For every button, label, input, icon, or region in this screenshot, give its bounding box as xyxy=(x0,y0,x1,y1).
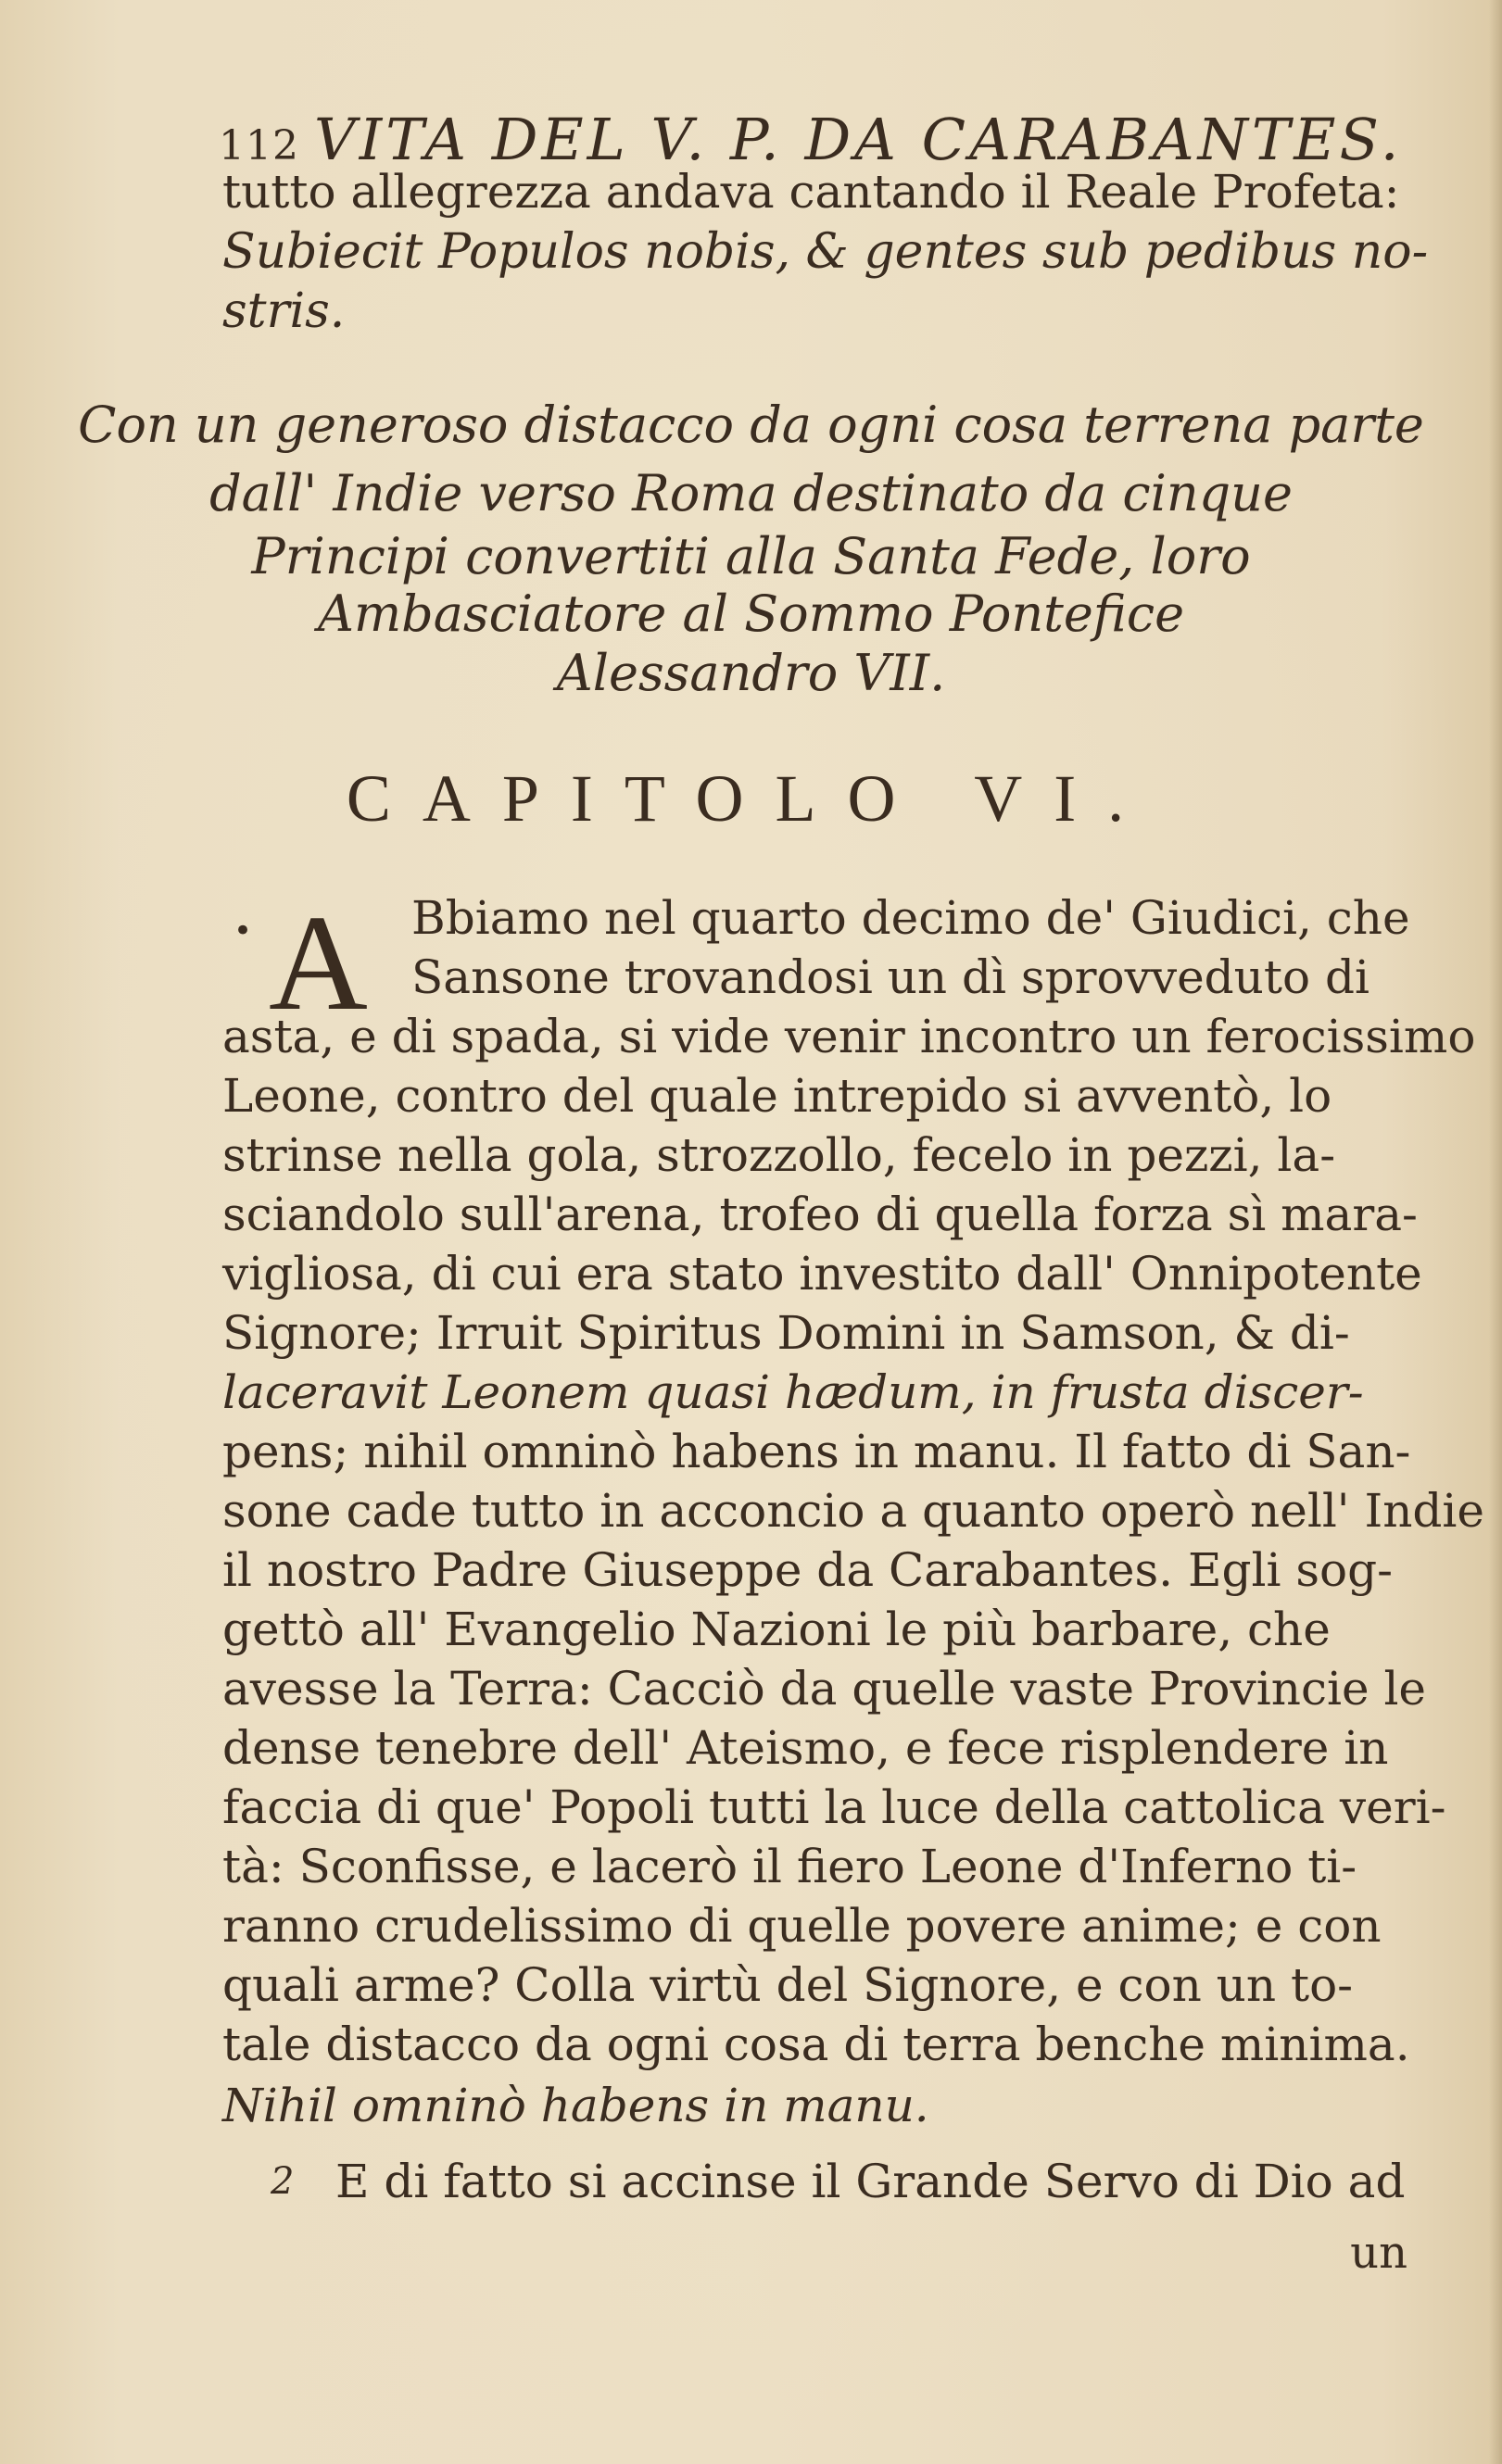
paragraph-line: sciandolo sull'arena, trofeo di quella forza sì mara- xyxy=(222,1188,1418,1241)
paragraph-line: ranno crudelissimo di quelle povere anime; e con xyxy=(222,1899,1382,1953)
paragraph-line: asta, e di spada, si vide venir incontro un ferocissimo xyxy=(222,1010,1476,1063)
paragraph-line: dense tenebre dell' Ateismo, e fece risplendere in xyxy=(222,1721,1389,1775)
drop-cap: A xyxy=(269,887,368,1039)
paragraph-number: 2 xyxy=(271,2160,295,2203)
chapter-title: CAPITOLO VI. xyxy=(346,761,1156,836)
paragraph-line: Leone, contro del quale intrepido si avventò, lo xyxy=(222,1069,1332,1123)
paragraph-line: faccia di que' Popoli tutti la luce della cattolica veri- xyxy=(222,1780,1446,1834)
chapter-summary-line: Con un generoso distacco da ogni cosa terrena parte xyxy=(78,396,1424,454)
intro-line-latin: Subiecit Populos nobis, & gentes sub pedibus no- xyxy=(222,224,1429,280)
paragraph-line: strinse nella gola, strozzollo, fecelo in pezzi, la- xyxy=(222,1128,1336,1182)
paragraph-line: vigliosa, di cui era stato investito dall' Onnipotente xyxy=(222,1247,1422,1301)
paragraph-line: Sansone trovandosi un dì sprovveduto di xyxy=(411,950,1369,1004)
paragraph-ornament: • xyxy=(234,912,253,949)
paragraph-line: E di fatto si accinse il Grande Servo di Dio ad xyxy=(335,2155,1406,2208)
paragraph-line: tà: Sconfisse, e lacerò il fiero Leone d'Inferno ti- xyxy=(222,1840,1357,1893)
running-header xyxy=(219,106,1403,173)
paragraph-line: tale distacco da ogni cosa di terra benche minima. xyxy=(222,2018,1410,2071)
chapter-summary-line: Alessandro VII. xyxy=(556,644,946,702)
running-title: VITA DEL V. P. DA CARABANTES. xyxy=(313,106,1403,173)
chapter-summary-line: Ambasciatore al Sommo Pontefice xyxy=(317,585,1185,643)
paragraph-line: Signore; Irruit Spiritus Domini in Samson, & di- xyxy=(222,1306,1350,1360)
page-edge-shadow xyxy=(1489,0,1502,2464)
paragraph-line: Bbiamo nel quarto decimo de' Giudici, che xyxy=(411,891,1410,945)
chapter-summary-line: dall' Indie verso Roma destinato da cinque xyxy=(209,464,1293,522)
paragraph-line: sone cade tutto in acconcio a quanto operò nell' Indie xyxy=(222,1484,1484,1538)
paragraph-line: pens; nihil omninò habens in manu. Il fatto di San- xyxy=(222,1425,1411,1478)
catchword: un xyxy=(1350,2227,1407,2279)
chapter-summary-line: Principi convertiti alla Santa Fede, loro xyxy=(251,527,1251,585)
page-number: 112 xyxy=(219,122,299,170)
paragraph-line: avesse la Terra: Cacciò da quelle vaste Provincie le xyxy=(222,1662,1427,1716)
intro-line-latin: stris. xyxy=(222,283,346,339)
paragraph-line: quali arme? Colla virtù del Signore, e con un to- xyxy=(222,1958,1354,2012)
paragraph-line: il nostro Padre Giuseppe da Carabantes. Egli sog- xyxy=(222,1543,1393,1597)
paragraph-line-latin: laceravit Leonem quasi hædum, in frusta discer- xyxy=(222,1365,1364,1419)
paragraph-line: gettò all' Evangelio Nazioni le più barbare, che xyxy=(222,1603,1331,1656)
intro-line: tutto allegrezza andava cantando il Reale Profeta: xyxy=(222,165,1400,219)
paragraph-line-latin: Nihil omninò habens in manu. xyxy=(222,2079,929,2132)
